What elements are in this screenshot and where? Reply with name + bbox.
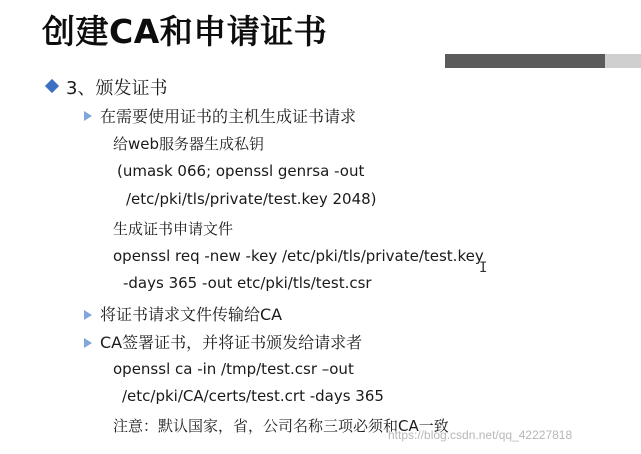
sign-command-line2: /etc/pki/CA/certs/test.crt -days 365 (122, 387, 384, 405)
genrsa-command-line2: /etc/pki/tls/private/test.key 2048) (126, 190, 377, 208)
watermark: https://blog.csdn.net/qq_42227818 (388, 428, 573, 442)
item-ca-sign: CA签署证书，并将证书颁发给请求者 (100, 333, 363, 352)
decor-bar-dark (445, 54, 605, 68)
genrsa-command-line1: (umask 066; openssl genrsa -out (117, 162, 365, 180)
arrow-bullet-icon (84, 111, 92, 121)
gen-request-heading: 生成证书申请文件 (113, 220, 234, 238)
gen-key-heading: 给web服务器生成私钥 (113, 135, 265, 153)
req-command-line1: openssl req -new -key /etc/pki/tls/private/test.key (113, 247, 484, 265)
section-heading: 3、颁发证书 (66, 78, 168, 99)
note-text: 注意：默认国家，省，公司名称三项必须和CA一致 (113, 417, 449, 435)
sign-command-line1: openssl ca -in /tmp/test.csr –out (113, 360, 354, 378)
arrow-bullet-icon (84, 338, 92, 348)
diamond-bullet-icon (45, 79, 59, 93)
req-command-line2: -days 365 -out etc/pki/tls/test.csr (123, 274, 372, 292)
arrow-bullet-icon (84, 310, 92, 320)
slide-title: 创建CA和申请证书 (42, 12, 328, 51)
item-transfer-request: 将证书请求文件传输给CA (100, 305, 283, 324)
text-cursor-icon: I (479, 260, 488, 276)
item-generate-request: 在需要使用证书的主机生成证书请求 (100, 107, 357, 126)
